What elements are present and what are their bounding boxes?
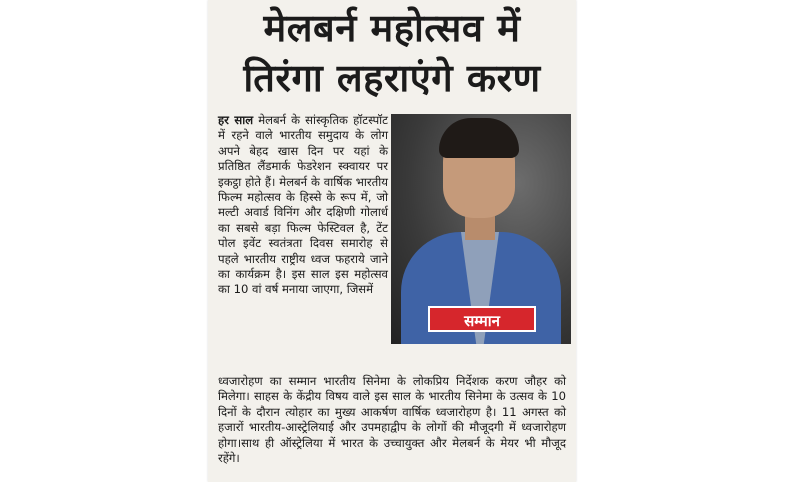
article-body-part-1: मेलबर्न के सांस्कृतिक हॉटस्पॉट में रहने वाले भारतीय समुदाय के लोग अपने बेहद खास दिन पर यहां के प्रतिष्ठित लैंडमार्क फेडरेशन स्क्वायर पर इकट्ठा होते हैं। मेलबर्न के वार्षिक भारतीय फिल्म महोत्सव के हिस्से के रूप में, जो मल्टी अवार्ड विनिंग और दक्षिणी गोलार्ध का सबसे बड़ा फिल्म फेस्टिवल है, टेंट पोल इवेंट स्वतंत्रता दिवस समारोह से पहले भारतीय राष्ट्रीय ध्वज फहराये जाने का कार्यक्रम है। इस साल इस महोत्सव का 10 वां वर्ष मनाया जाएगा, जिसमें <box>218 113 389 297</box>
article-body-part-2: ध्वजारोहण का सम्मान भारतीय सिनेमा के लोकप्रिय निर्देशक करण जौहर को मिलेगा। साहस के केंद्रीय विषय वाले इस साल के भारतीय सिनेमा के उत्सव के 10 दिनों के दौरान त्योहार का मुख्य आकर्षण वार्षिक ध्वजारोहण है। 11 अगस्त को हजारों भारतीय-आस्ट्रेलियाई और उपमहाद्वीप के लोगों की मौजूदगी में ध्वजारोहण होगा।साथ ही ऑस्ट्रेलिया में भारत के उच्चायुक्त और मेलबर्न के मेयर भी मौजूद रहेंगे। <box>218 374 566 466</box>
article-wrapped-text <box>218 113 388 298</box>
headline-line-2: तिरंगा लहराएंगे करण <box>243 56 541 100</box>
article-lead-word: हर साल <box>218 113 254 127</box>
caption-badge: सम्मान <box>428 306 536 332</box>
article-full-width-text <box>218 374 566 466</box>
newspaper-clipping <box>208 0 576 482</box>
headline-line-1: मेलबर्न महोत्सव में <box>263 6 521 50</box>
